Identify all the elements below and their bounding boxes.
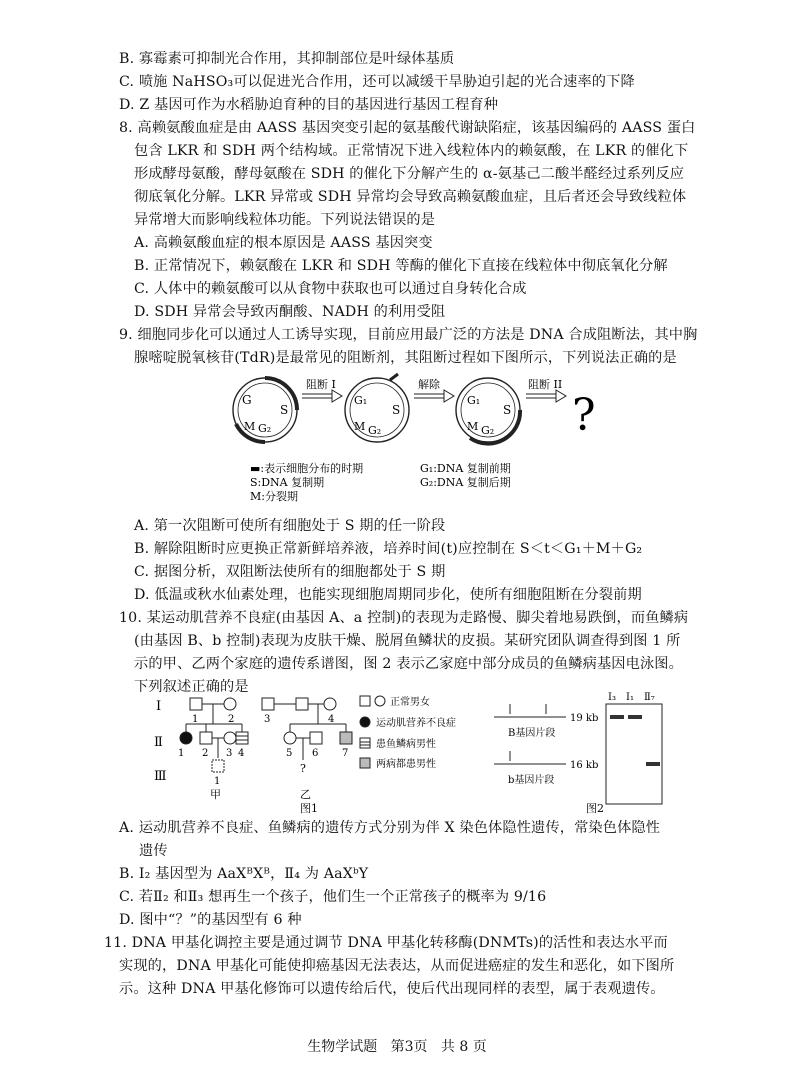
footer-total: 共 8 页	[440, 1039, 487, 1055]
label-g2-3: G₂	[481, 424, 495, 437]
q11-stem-3: 示。这种 DNA 甲基化修饰可以遗传给后代，使后代出现同样的表型，属于表观遗传。	[119, 981, 665, 997]
question-mark: ?	[572, 390, 596, 441]
cell-cycle-diagram	[220, 372, 620, 504]
cell-cycle-figure	[220, 372, 620, 504]
q8-option-a: A. 高赖氨酸血症的根本原因是 AASS 基因突变	[134, 235, 433, 251]
legend-normal: 正常男女	[390, 697, 430, 708]
label-g1: G₁	[354, 394, 368, 407]
lane-ii7: Ⅱ₇	[644, 692, 655, 703]
pedigree-figure	[150, 688, 480, 816]
legend-m: M:分裂期	[250, 490, 298, 503]
gen-label-1: I	[156, 699, 162, 714]
label-block1: 阻断 I	[306, 378, 336, 391]
label-g2-2: G₂	[368, 424, 382, 437]
p-n4b: 4	[238, 748, 245, 759]
q8-option-d: D. SDH 异常会导致丙酮酸、NADH 的利用受阻	[134, 304, 446, 320]
p-n4: 4	[328, 714, 335, 725]
q9-stem-2: 腺嘧啶脱氧核苷(TdR)是最常见的阻断剂，其阻断过程如下图所示，下列说法正确的是	[134, 350, 677, 366]
q10-stem-2: (由基因 B、b 控制)表现为皮肤干燥、脱屑鱼鳞状的皮损。某研究团队调查得到图 1 所	[134, 633, 681, 649]
legend-ich: 患鱼鳞病男性	[376, 739, 436, 750]
q9-option-c: C. 据图分析，双阻断法使所有的细胞都处于 S 期	[134, 564, 446, 580]
q9-option-a: A. 第一次阻断可使所有细胞处于 S 期的任一阶段	[134, 518, 446, 534]
q8-stem-1: 8. 高赖氨酸血症是由 AASS 基因突变引起的氨基酸代谢缺陷症，该基因编码的 AASS 蛋白	[119, 120, 696, 136]
q7-option-d: D. Z 基因可作为水稻胁迫育种的目的基因进行基因工程育种	[119, 97, 499, 113]
q9-option-d: D. 低温或秋水仙素处理，也能实现细胞周期同步化，使所有细胞阻断在分裂前期	[134, 587, 642, 603]
fig1-caption: 图1	[300, 802, 318, 815]
q10-stem-3: 示的甲、乙两个家庭的遗传系谱图，图 2 表示乙家庭中部分成员的鱼鳞病基因电泳图。	[134, 656, 683, 672]
page-footer	[0, 1036, 794, 1056]
cycle-circle-3	[456, 378, 520, 444]
family-yi: 乙	[300, 788, 311, 801]
gel-diagram	[490, 688, 690, 816]
legend-g1: G₁:DNA 复制前期	[420, 462, 511, 475]
label-block2: 阻断 II	[528, 378, 563, 391]
p-n6b: 6	[312, 748, 319, 759]
q8-stem-3: 形成酵母氨酸，酵母氨酸在 SDH 的催化下分解产生的 α-氨基己二酸半醛经过系列反应	[134, 166, 685, 182]
family-jia: 甲	[210, 788, 221, 801]
q10-option-a-cont: 遗传	[139, 843, 168, 859]
p-question: ?	[300, 762, 306, 775]
q9-stem-1: 9. 细胞同步化可以通过人工诱导实现，目前应用最广泛的方法是 DNA 合成阻断法，其中胸	[119, 327, 698, 343]
q7-option-b: B. 寡霉素可抑制光合作用，其抑制部位是叶绿体基质	[119, 51, 455, 67]
legend-bar: ▬:表示细胞分布的时期	[250, 462, 364, 475]
cycle-circle-1	[233, 378, 297, 442]
fig2-caption: 图2	[586, 802, 604, 815]
legend-both: 两病都患男性	[376, 759, 436, 770]
p-n1: 1	[192, 714, 199, 725]
gen-label-2: Ⅱ	[154, 735, 163, 750]
q7-option-c: C. 喷施 NaHSO₃可以促进光合作用，还可以减缓干旱胁迫引起的光合速率的下降	[119, 74, 635, 90]
q8-stem-5: 异常增大而影响线粒体功能。下列说法错误的是	[134, 212, 436, 228]
q11-stem-2: 实现的，DNA 甲基化可能使抑癌基因无法表达，从而促进癌症的发生和恶化，如下图所	[119, 958, 675, 974]
p-n2b: 2	[202, 748, 209, 759]
footer-subject: 生物学试题	[307, 1039, 378, 1055]
q8-option-b: B. 正常情况下，赖氨酸在 LKR 和 SDH 等酶的催化下直接在线粒体中彻底氧化分解	[134, 258, 668, 274]
label-s: S	[280, 403, 289, 417]
label-g1-3: G₁	[467, 394, 481, 407]
p-n5b: 5	[286, 748, 293, 759]
q8-option-c: C. 人体中的赖氨酸可以从食物中获取也可以通过自身转化合成	[134, 281, 527, 297]
q11-stem-1: 11. DNA 甲基化调控主要是通过调节 DNA 甲基化转移酶(DNMTs)的活性和表达水平而	[104, 935, 668, 951]
p-n7b: 7	[342, 748, 349, 759]
gen-label-3: Ⅲ	[154, 769, 167, 784]
q10-stem-4: 下列叙述正确的是	[134, 679, 249, 695]
footer-page: 第3页	[390, 1039, 428, 1055]
label-s2: S	[392, 403, 401, 417]
lane-i1: I₁	[626, 692, 634, 703]
label-release: 解除	[418, 378, 440, 391]
frag-b-lower: b基因片段	[508, 775, 555, 786]
legend-md: 运动肌营养不良症	[376, 718, 456, 729]
q10-option-c: C. 若Ⅱ₂ 和Ⅱ₃ 想再生一个孩子，他们生一个正常孩子的概率为 9/16	[119, 889, 547, 905]
lane-i3: I₃	[608, 692, 616, 703]
p-n1b: 1	[178, 748, 185, 759]
p-n3: 3	[264, 714, 271, 725]
p-n3b: 3	[226, 748, 233, 759]
band-19kb: 19 kb	[570, 713, 599, 724]
legend-s: S:DNA 复制期	[250, 476, 325, 489]
q9-option-b: B. 解除阻断时应更换正常新鲜培养液，培养时间(t)应控制在 S＜t＜G₁＋M＋G₂	[134, 541, 643, 557]
q10-option-a: A. 运动肌营养不良症、鱼鳞病的遗传方式分别为伴 X 染色体隐性遗传，常染色体隐性	[119, 820, 661, 836]
q10-option-d: D. 图中“？”的基因型有 6 种	[119, 912, 302, 928]
p-n1c: 1	[214, 776, 221, 787]
label-g: G	[242, 393, 252, 407]
q10-option-b: B. I₂ 基因型为 AaXᴮXᴮ，Ⅱ₄ 为 AaXᵇY	[119, 866, 369, 882]
label-m2: M	[354, 420, 366, 433]
cycle-circle-2	[345, 374, 409, 442]
label-m3: M	[467, 420, 479, 433]
p-n2: 2	[228, 714, 235, 725]
pedigree-diagram	[150, 688, 480, 816]
gel-figure	[490, 688, 690, 816]
label-m: M	[244, 420, 256, 433]
frag-b-upper: B基因片段	[508, 728, 556, 739]
q10-stem-1: 10. 某运动肌营养不良症(由基因 A、a 控制)的表现为走路慢、脚尖着地易跌倒，而鱼鳞病	[119, 610, 689, 626]
label-s3: S	[503, 403, 512, 417]
q8-stem-4: 彻底氧化分解。LKR 异常或 SDH 异常均会导致高赖氨酸血症，且后者还会导致线粒体	[134, 189, 687, 205]
band-16kb: 16 kb	[570, 760, 599, 771]
legend-g2: G₂:DNA 复制后期	[420, 476, 511, 489]
q8-stem-2: 包含 LKR 和 SDH 两个结构域。正常情况下进入线粒体内的赖氨酸，在 LKR 的催化下	[134, 143, 689, 159]
label-g2: G₂	[258, 422, 272, 435]
